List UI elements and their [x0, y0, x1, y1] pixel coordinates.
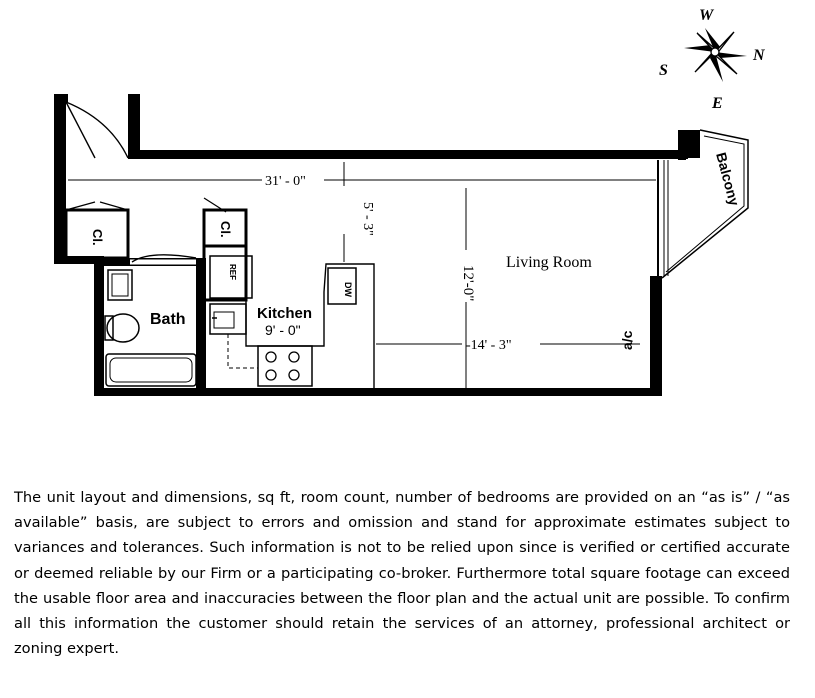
bath-label: Bath — [150, 311, 186, 328]
living-width-dim: -14' - 3" — [466, 338, 512, 353]
wall-right-lower — [650, 276, 662, 396]
compass-center — [711, 48, 719, 56]
kitchen-area — [204, 246, 374, 388]
compass-label-s: S — [659, 62, 668, 79]
compass-label-n: N — [753, 47, 765, 64]
closet-left — [66, 202, 128, 258]
wall-bottom — [94, 388, 662, 396]
wall-top-main — [128, 150, 688, 159]
bath-tub — [106, 354, 196, 386]
wall-entry-stub — [128, 94, 140, 158]
compass-rose — [659, 7, 766, 112]
stove — [258, 346, 312, 386]
stove-burners — [266, 352, 299, 380]
entry-depth-dim: 5' - 3" — [360, 202, 375, 236]
closet-right-label: Cl. — [218, 221, 233, 238]
living-depth-dim: 12'-0" — [460, 265, 476, 302]
bath-toilet — [107, 314, 139, 342]
disclaimer-text: The unit layout and dimensions, sq ft, room count, number of bedrooms are provided on an “as is” / “as available” basis, are subject to errors and omission and stand for approximate estimates subject to variances and tolerances. Such information is not to be relied upon since is verified or certified accurate or deemed reliable by our Firm or a participating co-broker. Furthermore total square footage can exceed the usable floor area and inaccuracies between the floor plan and the actual unit are possible. To confirm all this information the customer should retain the services of an attorney, professional architect or zoning expert. — [14, 489, 790, 658]
closet-left-label: Cl. — [90, 229, 105, 246]
closet-right — [204, 198, 246, 246]
dishwasher-label: DW — [343, 282, 353, 297]
air-conditioner-label: a/c — [619, 330, 635, 350]
refrigerator-label: REF — [228, 264, 237, 280]
compass-label-w: W — [699, 7, 714, 24]
wall-bath-left — [94, 258, 104, 396]
exterior-walls — [54, 94, 700, 396]
kitchen-width-dim: 9' - 0" — [265, 322, 301, 338]
entry-door — [66, 102, 128, 158]
balcony-door — [658, 160, 668, 276]
bath-room — [94, 255, 206, 394]
balcony-label: Balcony — [713, 150, 743, 208]
living-room-label: Living Room — [506, 254, 592, 271]
overall-length-dim: 31' - 0" — [265, 174, 306, 189]
compass-label-e: E — [712, 95, 723, 112]
wall-entry-left — [54, 94, 66, 264]
kitchen-label: Kitchen — [257, 305, 313, 322]
kitchen-sink — [210, 304, 246, 334]
wall-right-upper — [678, 130, 686, 160]
